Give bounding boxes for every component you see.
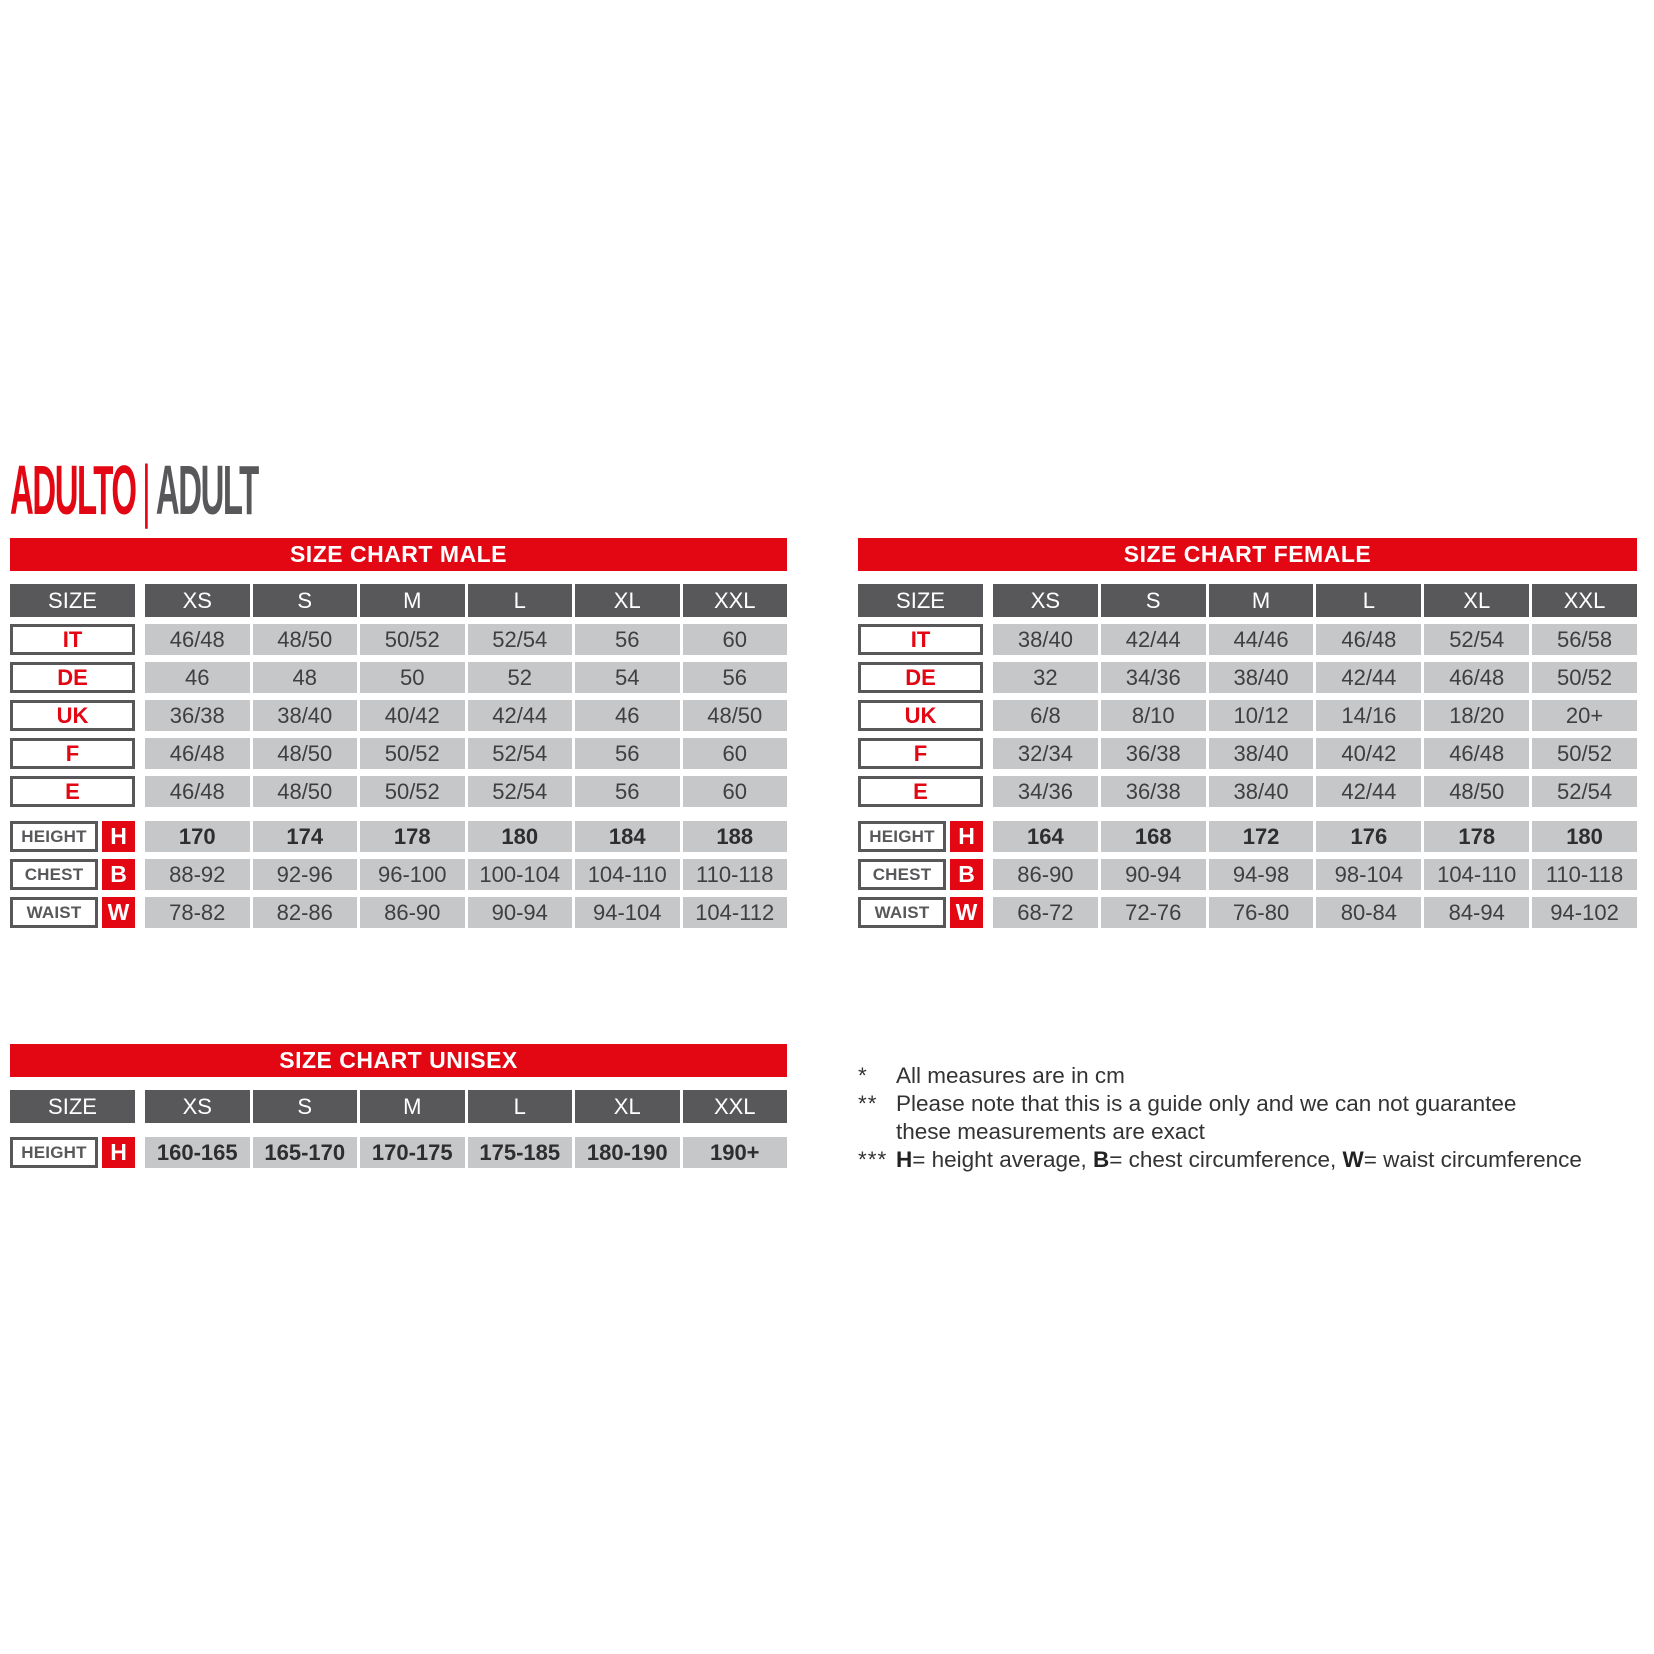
measure-cell: 88-92 — [145, 859, 250, 890]
table-title-female: SIZE CHART FEMALE — [858, 538, 1637, 571]
measure-cell: 180-190 — [575, 1137, 680, 1168]
measure-key-b: B — [950, 859, 983, 890]
size-cell: 48/50 — [683, 700, 788, 731]
footnote-1 — [858, 1062, 1637, 1090]
measure-label-chest: CHEST — [10, 859, 98, 890]
size-cell: 60 — [683, 624, 788, 655]
size-row-it — [10, 624, 787, 655]
size-cell: 50/52 — [360, 776, 465, 807]
measure-label-waist: WAIST — [10, 897, 98, 928]
footnote-marker: * — [858, 1063, 868, 1088]
footnote-segment: Please note that this is a guide only and we can not guarantee — [896, 1091, 1517, 1116]
size-cell: 46/48 — [145, 776, 250, 807]
size-cell: 56 — [683, 662, 788, 693]
table-title-male: SIZE CHART MALE — [10, 538, 787, 571]
size-table-female-slot — [858, 538, 1637, 928]
page-title-primary: ADULTO — [10, 451, 136, 529]
row-label-uk: UK — [10, 700, 135, 731]
size-cell: 34/36 — [1101, 662, 1206, 693]
size-cell: 38/40 — [1209, 662, 1314, 693]
row-cells — [993, 624, 1637, 655]
size-cell: 32 — [993, 662, 1098, 693]
row-label-f: F — [10, 738, 135, 769]
measure-label-area — [858, 821, 983, 852]
measure-cell: 78-82 — [145, 897, 250, 928]
measure-label-chest: CHEST — [858, 859, 946, 890]
header-cells — [145, 1090, 787, 1123]
size-cell: 40/42 — [1316, 738, 1421, 769]
page-title-secondary: ADULT — [155, 451, 258, 529]
measure-cell: 170-175 — [360, 1137, 465, 1168]
row-label-area — [10, 662, 135, 693]
size-cell: 48/50 — [253, 624, 358, 655]
size-cell: 36/38 — [1101, 776, 1206, 807]
row-label-area — [858, 662, 983, 693]
size-cell: 46/48 — [1424, 738, 1529, 769]
size-row-f — [10, 738, 787, 769]
size-cell: 52 — [468, 662, 573, 693]
size-table-unisex-slot — [10, 1044, 787, 1174]
column-header-m: M — [1209, 584, 1314, 617]
size-cell: 50/52 — [360, 624, 465, 655]
size-cell: 32/34 — [993, 738, 1098, 769]
measure-row-waist — [858, 897, 1637, 928]
column-header-xl: XL — [1424, 584, 1529, 617]
size-row-uk — [10, 700, 787, 731]
measure-cell: 96-100 — [360, 859, 465, 890]
row-cells — [993, 738, 1637, 769]
column-header-xs: XS — [993, 584, 1098, 617]
size-cell: 42/44 — [1316, 776, 1421, 807]
row-cells — [993, 662, 1637, 693]
size-cell: 42/44 — [1316, 662, 1421, 693]
measure-cell: 104-112 — [683, 897, 788, 928]
measure-cell: 98-104 — [1316, 859, 1421, 890]
measure-cell: 86-90 — [360, 897, 465, 928]
measure-row-waist — [10, 897, 787, 928]
size-cell: 48 — [253, 662, 358, 693]
measure-cell: 190+ — [683, 1137, 788, 1168]
footnote-segment: = chest circumference, — [1109, 1147, 1343, 1172]
column-header-l: L — [1316, 584, 1421, 617]
size-cell: 56/58 — [1532, 624, 1637, 655]
row-cells — [993, 897, 1637, 928]
row-cells — [145, 776, 787, 807]
measure-key-h: H — [950, 821, 983, 852]
size-cell: 54 — [575, 662, 680, 693]
footnote-segment: = waist circumference — [1363, 1147, 1582, 1172]
measure-cell: 90-94 — [468, 897, 573, 928]
measure-cell: 178 — [360, 821, 465, 852]
size-cell: 42/44 — [468, 700, 573, 731]
measure-key-w: W — [102, 897, 135, 928]
measure-cell: 168 — [1101, 821, 1206, 852]
measure-cell: 172 — [1209, 821, 1314, 852]
measure-cell: 104-110 — [575, 859, 680, 890]
size-cell: 46/48 — [1424, 662, 1529, 693]
size-cell: 56 — [575, 776, 680, 807]
row-cells — [993, 859, 1637, 890]
row-cells — [145, 897, 787, 928]
size-cell: 38/40 — [1209, 738, 1314, 769]
column-header-xl: XL — [575, 584, 680, 617]
size-cell: 36/38 — [1101, 738, 1206, 769]
row-label-de: DE — [10, 662, 135, 693]
size-row-de — [858, 662, 1637, 693]
size-row-e — [10, 776, 787, 807]
size-cell: 38/40 — [993, 624, 1098, 655]
row-label-area — [858, 776, 983, 807]
footnote-segment: All measures are in cm — [896, 1063, 1125, 1088]
size-cell: 44/46 — [1209, 624, 1314, 655]
footnotes — [858, 1044, 1637, 1174]
size-cell: 34/36 — [993, 776, 1098, 807]
column-header-size: SIZE — [10, 584, 135, 617]
row-cells — [993, 821, 1637, 852]
size-cell: 60 — [683, 738, 788, 769]
page-title-separator: | — [142, 451, 150, 529]
row-label-e: E — [858, 776, 983, 807]
size-cell: 52/54 — [1424, 624, 1529, 655]
row-label-e: E — [10, 776, 135, 807]
measure-label-height: HEIGHT — [858, 821, 946, 852]
measure-key-w: W — [950, 897, 983, 928]
size-table-unisex — [10, 1044, 787, 1168]
measure-row-height — [10, 1137, 787, 1168]
table-header-row — [10, 584, 787, 617]
size-cell: 48/50 — [253, 738, 358, 769]
size-cell: 56 — [575, 624, 680, 655]
measure-cell: 76-80 — [1209, 897, 1314, 928]
column-header-xs: XS — [145, 584, 250, 617]
size-cell: 50/52 — [1532, 738, 1637, 769]
column-header-m: M — [360, 1090, 465, 1123]
footnote-3 — [858, 1146, 1637, 1174]
size-cell: 52/54 — [468, 738, 573, 769]
measure-cell: 170 — [145, 821, 250, 852]
size-cell: 20+ — [1532, 700, 1637, 731]
table-header-row — [858, 584, 1637, 617]
footnote-segment: these measurements are exact — [896, 1119, 1205, 1144]
measure-label-height: HEIGHT — [10, 821, 98, 852]
measure-cell: 110-118 — [1532, 859, 1637, 890]
table-header-row — [10, 1090, 787, 1123]
header-label-area — [10, 1090, 135, 1123]
measure-label-area — [10, 897, 135, 928]
row-label-area — [858, 738, 983, 769]
row-cells — [145, 700, 787, 731]
row-cells — [145, 859, 787, 890]
size-cell: 38/40 — [1209, 776, 1314, 807]
measure-cell: 174 — [253, 821, 358, 852]
column-header-s: S — [253, 584, 358, 617]
size-cell: 52/54 — [468, 624, 573, 655]
measure-cell: 165-170 — [253, 1137, 358, 1168]
table-title-unisex: SIZE CHART UNISEX — [10, 1044, 787, 1077]
measure-cell: 175-185 — [468, 1137, 573, 1168]
measure-label-area — [10, 821, 135, 852]
size-row-uk — [858, 700, 1637, 731]
footnote-bold-term: H — [896, 1147, 913, 1172]
row-cells — [145, 662, 787, 693]
measure-cell: 180 — [1532, 821, 1637, 852]
row-label-area — [10, 700, 135, 731]
column-header-xxl: XXL — [1532, 584, 1637, 617]
row-label-area — [858, 700, 983, 731]
row-cells — [145, 738, 787, 769]
footnote-text — [896, 1146, 1637, 1174]
column-header-xxl: XXL — [683, 1090, 788, 1123]
measure-cell: 104-110 — [1424, 859, 1529, 890]
column-header-s: S — [253, 1090, 358, 1123]
measure-row-height — [10, 821, 787, 852]
row-cells — [145, 1137, 787, 1168]
measure-key-b: B — [102, 859, 135, 890]
row-label-it: IT — [10, 624, 135, 655]
page-title — [10, 452, 775, 528]
size-table-male — [10, 538, 787, 928]
measure-cell: 176 — [1316, 821, 1421, 852]
size-cell: 52/54 — [468, 776, 573, 807]
row-label-it: IT — [858, 624, 983, 655]
measure-cell: 80-84 — [1316, 897, 1421, 928]
size-cell: 48/50 — [1424, 776, 1529, 807]
header-cells — [145, 584, 787, 617]
footnote-segment: = height average, — [912, 1147, 1094, 1172]
row-label-area — [10, 776, 135, 807]
header-label-area — [10, 584, 135, 617]
footnote-bold-term: W — [1342, 1147, 1364, 1172]
measure-cell: 188 — [683, 821, 788, 852]
size-cell: 8/10 — [1101, 700, 1206, 731]
measure-cell: 72-76 — [1101, 897, 1206, 928]
measure-cell: 110-118 — [683, 859, 788, 890]
measure-row-chest — [858, 859, 1637, 890]
column-header-s: S — [1101, 584, 1206, 617]
size-cell: 6/8 — [993, 700, 1098, 731]
measure-cell: 86-90 — [993, 859, 1098, 890]
measure-cell: 82-86 — [253, 897, 358, 928]
size-cell: 50/52 — [360, 738, 465, 769]
size-cell: 50 — [360, 662, 465, 693]
measure-cell: 178 — [1424, 821, 1529, 852]
row-label-de: DE — [858, 662, 983, 693]
measure-key-h: H — [102, 1137, 135, 1168]
measure-cell: 84-94 — [1424, 897, 1529, 928]
page-content — [10, 452, 1637, 1174]
measure-cell: 92-96 — [253, 859, 358, 890]
measure-cell: 68-72 — [993, 897, 1098, 928]
column-header-size: SIZE — [858, 584, 983, 617]
footnote-marker: ** — [858, 1091, 878, 1116]
size-cell: 50/52 — [1532, 662, 1637, 693]
size-cell: 36/38 — [145, 700, 250, 731]
size-cell: 60 — [683, 776, 788, 807]
row-label-area — [858, 624, 983, 655]
measure-label-waist: WAIST — [858, 897, 946, 928]
row-cells — [145, 624, 787, 655]
row-label-area — [10, 738, 135, 769]
size-cell: 46 — [145, 662, 250, 693]
tables-row-unisex — [10, 1044, 1637, 1174]
footnote-bold-term: B — [1093, 1147, 1110, 1172]
size-cell: 46/48 — [145, 738, 250, 769]
measure-row-height — [858, 821, 1637, 852]
footnote-text — [896, 1062, 1637, 1090]
measure-cell: 180 — [468, 821, 573, 852]
measure-row-chest — [10, 859, 787, 890]
footnote-marker: *** — [858, 1147, 888, 1172]
measure-label-area — [10, 1137, 135, 1168]
size-table-female — [858, 538, 1637, 928]
measure-cell: 184 — [575, 821, 680, 852]
size-cell: 56 — [575, 738, 680, 769]
measure-cell: 94-102 — [1532, 897, 1637, 928]
tables-row-adult — [10, 538, 1637, 928]
row-label-uk: UK — [858, 700, 983, 731]
column-header-xxl: XXL — [683, 584, 788, 617]
measure-cell: 94-98 — [1209, 859, 1314, 890]
row-cells — [145, 821, 787, 852]
size-row-de — [10, 662, 787, 693]
column-header-l: L — [468, 1090, 573, 1123]
size-cell: 46 — [575, 700, 680, 731]
measure-cell: 100-104 — [468, 859, 573, 890]
column-header-xs: XS — [145, 1090, 250, 1123]
header-label-area — [858, 584, 983, 617]
column-header-size: SIZE — [10, 1090, 135, 1123]
column-header-l: L — [468, 584, 573, 617]
measure-cell: 94-104 — [575, 897, 680, 928]
size-cell: 52/54 — [1532, 776, 1637, 807]
size-cell: 48/50 — [253, 776, 358, 807]
size-row-it — [858, 624, 1637, 655]
size-row-e — [858, 776, 1637, 807]
row-label-f: F — [858, 738, 983, 769]
size-cell: 46/48 — [145, 624, 250, 655]
measure-cell: 90-94 — [1101, 859, 1206, 890]
measure-cell: 164 — [993, 821, 1098, 852]
size-cell: 46/48 — [1316, 624, 1421, 655]
column-header-m: M — [360, 584, 465, 617]
size-cell: 38/40 — [253, 700, 358, 731]
measure-label-area — [858, 897, 983, 928]
measure-label-area — [10, 859, 135, 890]
measure-key-h: H — [102, 821, 135, 852]
measure-label-height: HEIGHT — [10, 1137, 98, 1168]
size-cell: 18/20 — [1424, 700, 1529, 731]
measure-cell: 160-165 — [145, 1137, 250, 1168]
size-cell: 40/42 — [360, 700, 465, 731]
footnote-2 — [858, 1090, 1637, 1146]
row-cells — [993, 776, 1637, 807]
size-cell: 10/12 — [1209, 700, 1314, 731]
size-cell: 42/44 — [1101, 624, 1206, 655]
row-cells — [993, 700, 1637, 731]
column-header-xl: XL — [575, 1090, 680, 1123]
footnote-text — [896, 1090, 1637, 1146]
header-cells — [993, 584, 1637, 617]
row-label-area — [10, 624, 135, 655]
size-cell: 14/16 — [1316, 700, 1421, 731]
size-table-male-slot — [10, 538, 787, 928]
size-row-f — [858, 738, 1637, 769]
measure-label-area — [858, 859, 983, 890]
